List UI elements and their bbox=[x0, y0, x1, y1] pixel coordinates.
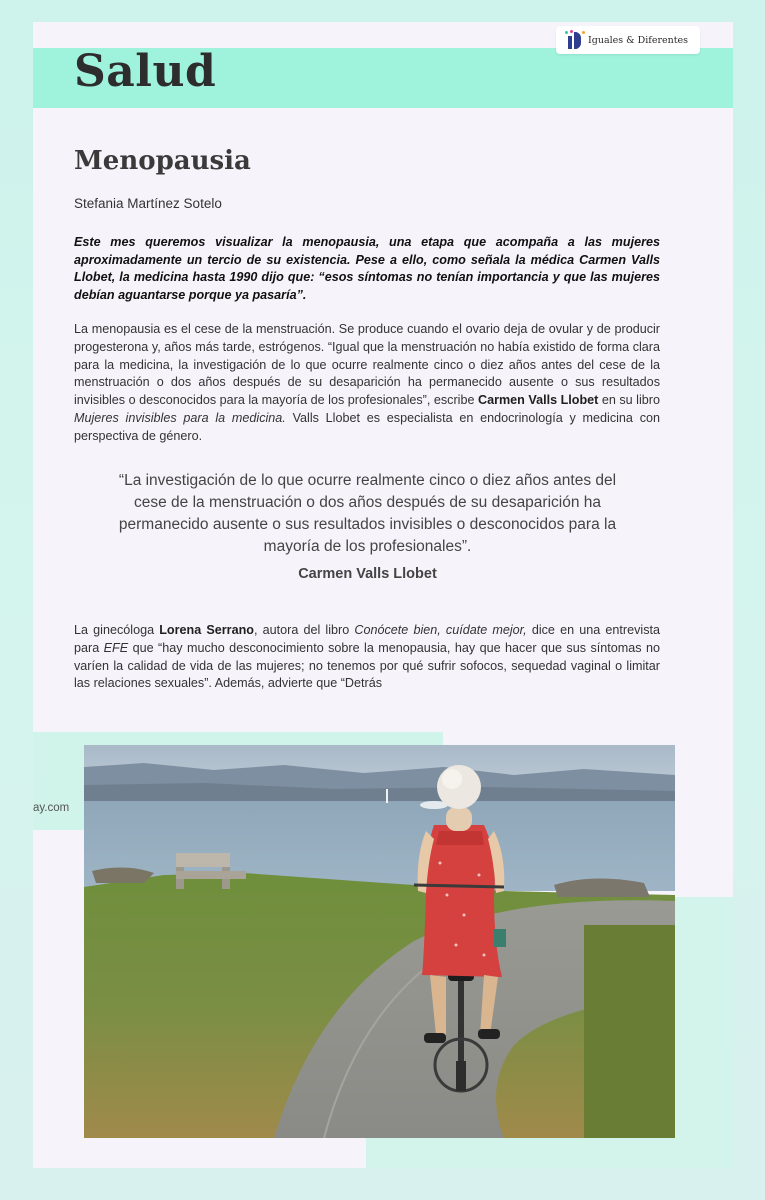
image-credit-fragment: ay.com bbox=[33, 802, 70, 814]
article-paragraph-2: La ginecóloga Lorena Serrano, autora del libro Conócete bien, cuídate mejor, dice en una entrevista para EFE que “hay mucho desconocimiento sobre la menopausia, hay que hacer que sus síntomas no varíen la calidad de vida de las mujeres; no tenemos por qué sufrir sofocos, sequedad vaginal o limitar las relaciones sexuales”. Además, advierte que “Detrás bbox=[74, 623, 660, 691]
publication-logo[interactable] bbox=[556, 26, 700, 54]
pull-quote-author: Carmen Valls Llobet bbox=[298, 566, 437, 582]
person-name: Carmen Valls Llobet bbox=[477, 393, 599, 408]
logo-text: Iguales & Diferentes bbox=[588, 34, 689, 46]
article-title: Menopausia bbox=[74, 146, 251, 176]
article-lead: Este mes queremos visualizar la menopausia, una etapa que acompaña a las mujeres aproximadamente un tercio de su existencia. Pese a ello, como señala la médica Carmen Valls Llobet, la medicina hasta 1990 dijo que: “esos síntomas no tenían importancia y que las mujeres debían aguantarse porque ya pasaría”. bbox=[74, 235, 660, 302]
article-photo bbox=[84, 745, 675, 1138]
person-name: Lorena Serrano bbox=[159, 623, 254, 637]
section-title: Salud bbox=[74, 46, 217, 97]
photo-illustration bbox=[84, 745, 675, 1138]
agency-name: EFE bbox=[103, 640, 129, 655]
book-title: Conócete bien, cuídate mejor, bbox=[354, 623, 527, 637]
article-paragraph-1: La menopausia es el cese de la menstruación. Se produce cuando el ovario deja de ovular y de producir progesterona y, años más tarde, estrógenos. “Igual que la menstruación no había existido de forma clara para la medicina, la investigación de lo que ocurre realmente cinco o diez años antes del cese de la menstruación o dos años después de su desaparición ha permanecido ausente o sus resultados invisibles o desconocidos para la mayoría de los profesionales”, escribe Carmen Valls Llobet en su libro Mujeres invisibles para la medicina. Valls Llobet es especialista en endocrinología y medicina con perspectiva de género. bbox=[74, 322, 660, 443]
article-author: Stefania Martínez Sotelo bbox=[74, 196, 222, 211]
pull-quote: “La investigación de lo que ocurre realmente cinco o diez años antes del cese de la menstruación o dos años después de su desaparición ha permanecido ausente o sus resultados invisibles o desconocidos para la mayoría de los profesionales”. bbox=[118, 472, 617, 555]
logo-mark-icon bbox=[564, 30, 586, 50]
book-title: Mujeres invisibles para la medicina. bbox=[74, 410, 286, 425]
